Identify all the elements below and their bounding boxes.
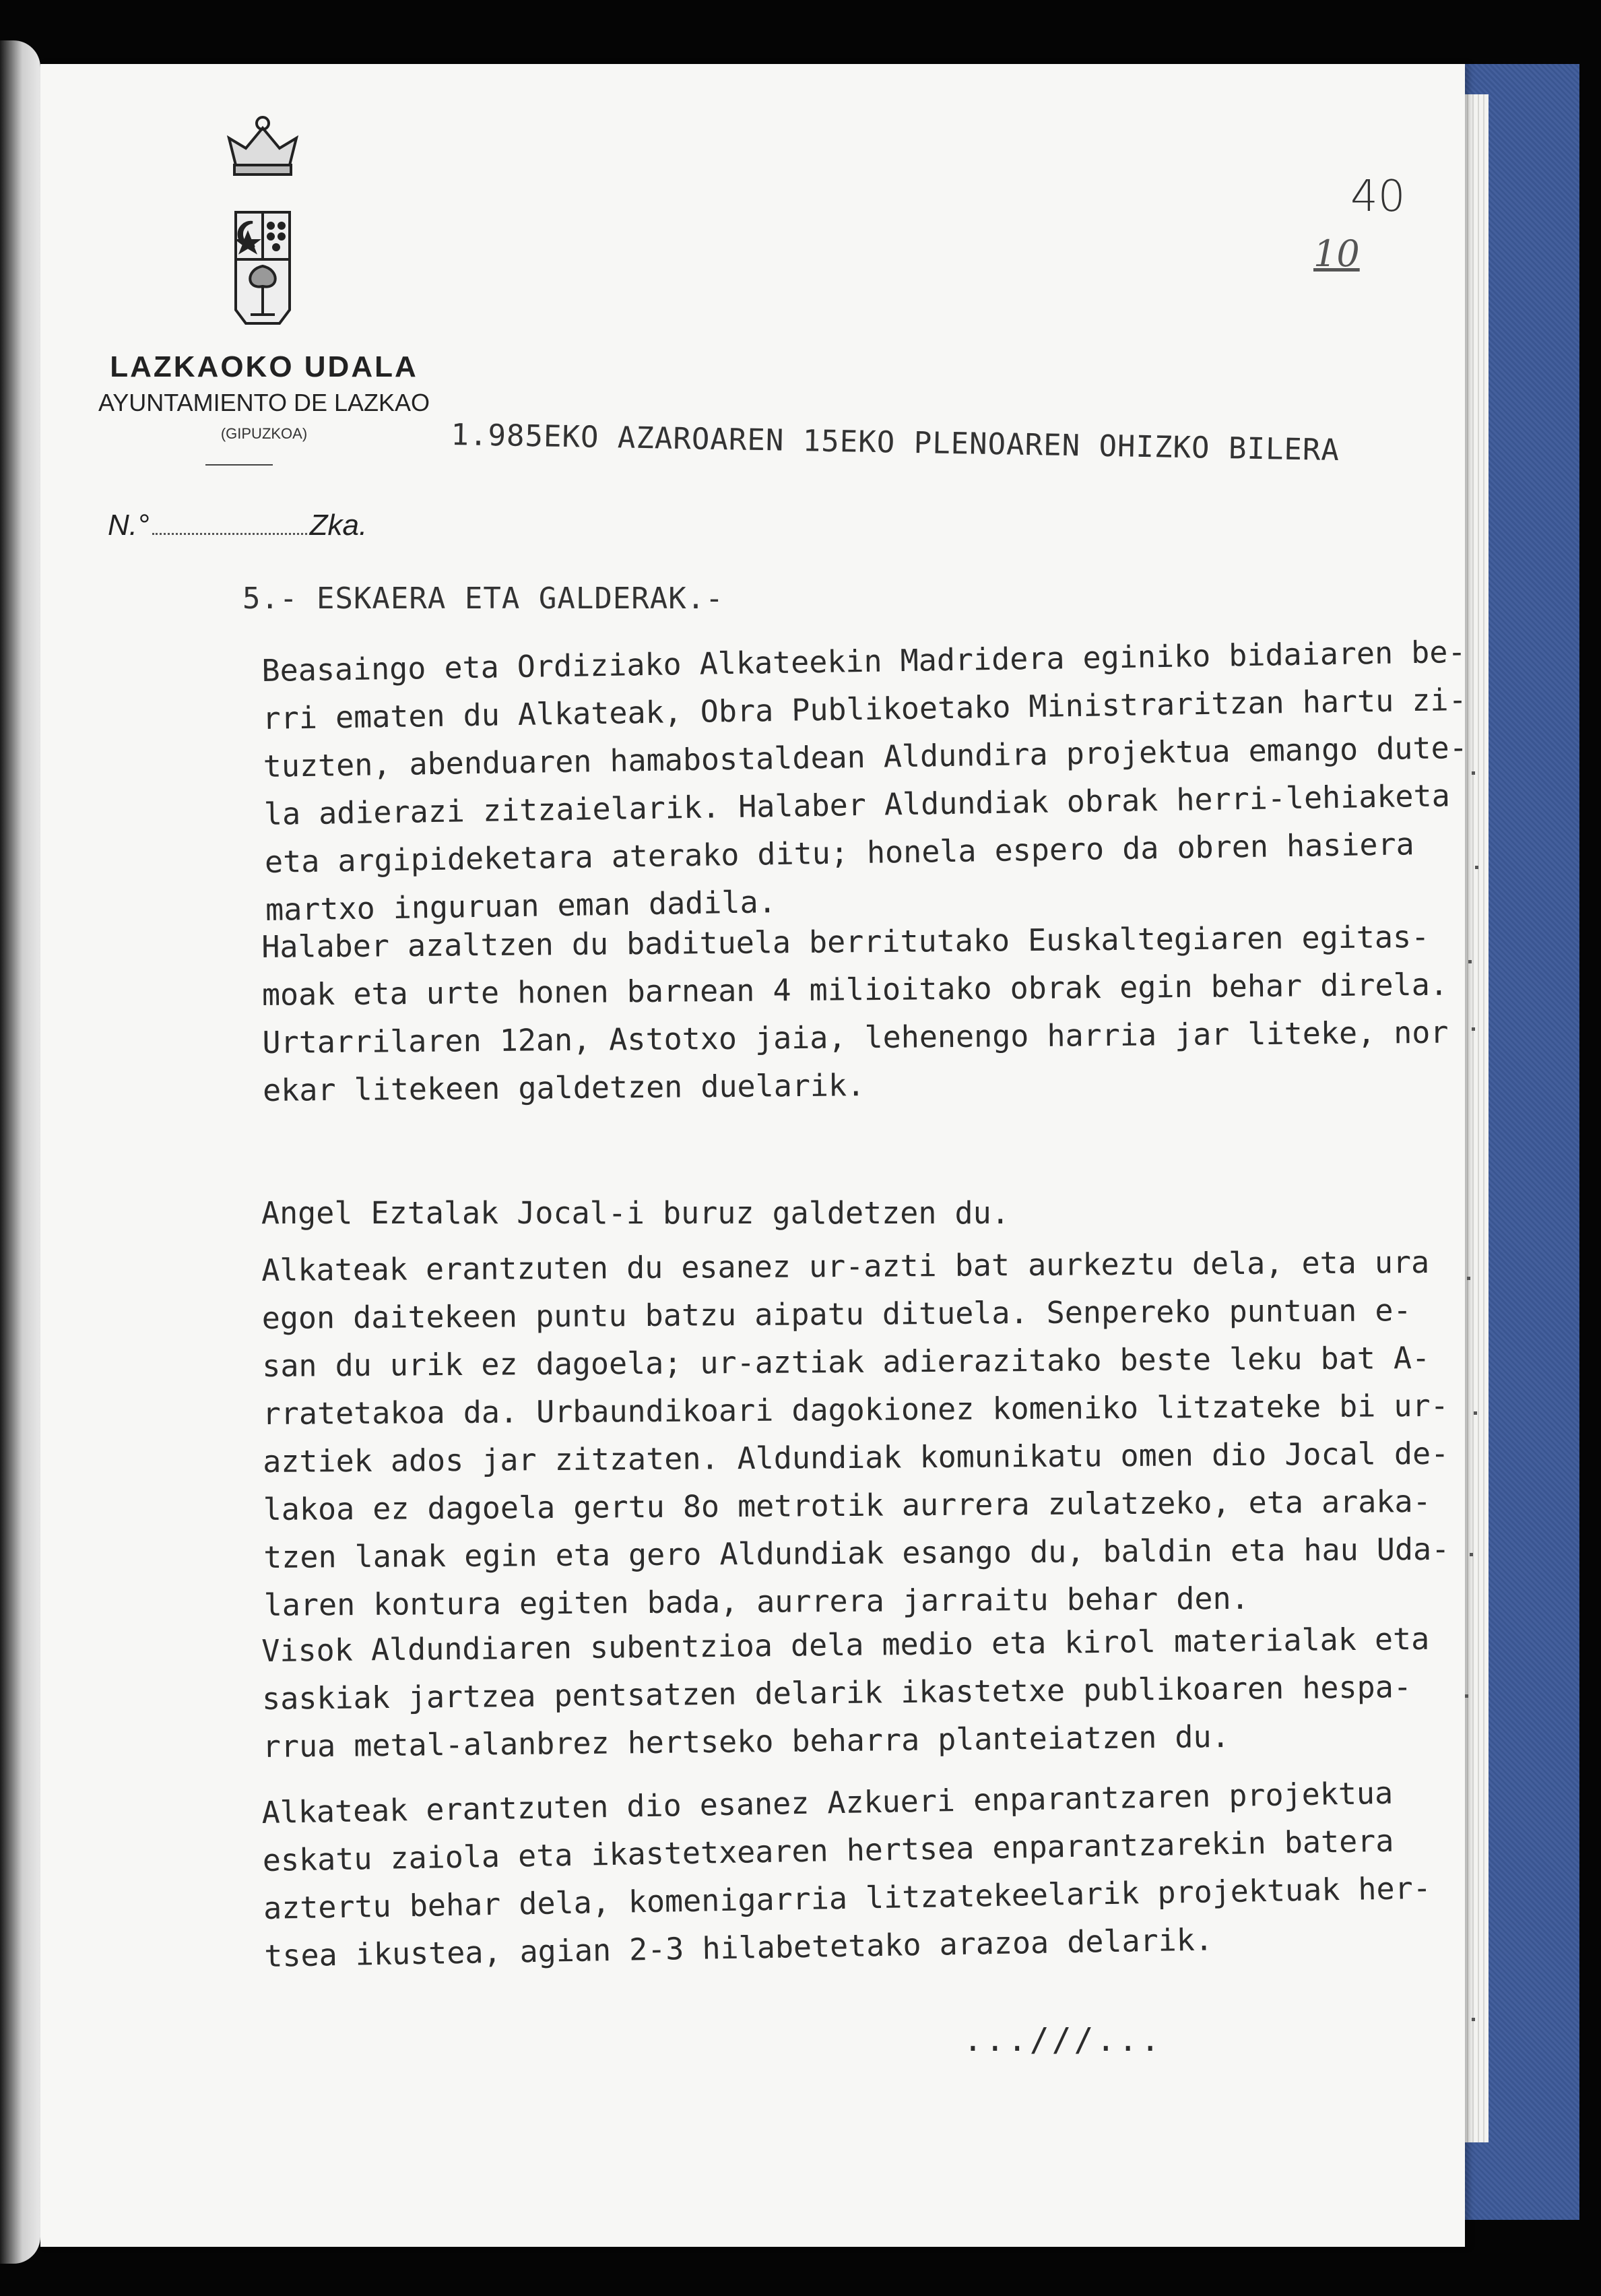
divider — [205, 464, 273, 466]
paragraph: Halaber azaltzen du badituela berritutako Euskaltegiaren egitas- moak eta urte honen barnean 4 milioitako obrak egin behar direla. Urtarrilaren 12an, Astotxo jaia, lehenengo harria jar liteke, nor ekar litekeen galdetzen duelarik. — [261, 918, 1449, 1108]
organization-name: LAZKAOKO UDALA — [110, 350, 418, 383]
reference-number-field — [108, 509, 367, 542]
handwritten-note: 10 — [1313, 232, 1360, 275]
paragraph: Visok Aldundiaren subentzioa dela medio eta kirol materialak eta saskiak jartzea pentsatzen delarik ikastetxe publikoaren hespa- rrua metal-alanbrez hertseko beharra planteiatzen du. — [261, 1620, 1430, 1764]
paragraph: Alkateak erantzuten dio esanez Azkueri enparantzaren projektua eskatu zaiola eta ikastetxearen hertsea enparantzarekin batera aztertu behar dela, komenigarria litzatekeelarik projektuak her- tsea ikustea, agian 2-3 hilabetetako arazoa delarik. — [261, 1775, 1432, 1974]
section-heading: 5.- ESKAERA ETA GALDERAK.- — [242, 581, 724, 616]
coat-of-arms-icon — [189, 64, 337, 333]
adjacent-page-edge — [0, 40, 40, 2264]
continuation-mark: ...///... — [963, 2021, 1163, 2059]
organization-name-spanish: AYUNTAMIENTO DE LAZKAO — [98, 389, 430, 416]
number-suffix: Zka. — [309, 509, 368, 542]
paragraph: Beasaingo eta Ordiziako Alkateekin Madridera eginiko bidaiaren be- rri ematen du Alkateak, Obra Publikoetako Ministraritzan hartu zi- tuzten, abenduaren hamabostaldean Aldundira projektua emango dute- la adierazi zitzaielarik. Halaber Aldundiak obrak herri-lehiaketa eta argipideketara aterako ditu; honela espero da obren hasiera martxo inguruan eman dadila. — [261, 633, 1468, 928]
paragraph: Alkateak erantzuten du esanez ur-azti bat aurkeztu dela, eta ura egon daitekeen puntu batzu aipatu dituela. Senpereko puntuan e- san du urik ez dagoela; ur-aztiak adierazitako beste leku bat A- rratetakoa da. Urbaundikoari dagokionez komeniko litzateke bi ur- aztiek ados jar zitzaten. Aldundiak komunikatu omen dio Jocal de- lakoa ez dagoela gertu 8o metrotik aurrera zulatzeko, eta araka- tzen lanak egin eta gero Aldundiak esango du, baldin eta hau Uda- laren kontura egiten bada, aurrera jarraitu behar den. — [261, 1244, 1450, 1623]
paragraph: Angel Eztalak Jocal-i buruz galdetzen du. — [261, 1195, 1010, 1231]
document-page — [40, 64, 1468, 2247]
document-title: 1.985EKO AZAROAREN 15EKO PLENOAREN OHIZKO BILERA — [451, 418, 1340, 468]
number-blank — [152, 526, 307, 535]
page-number: 40 — [1350, 172, 1406, 222]
number-prefix: N.° — [108, 509, 150, 542]
organization-province: (GIPUZKOA) — [220, 425, 308, 442]
